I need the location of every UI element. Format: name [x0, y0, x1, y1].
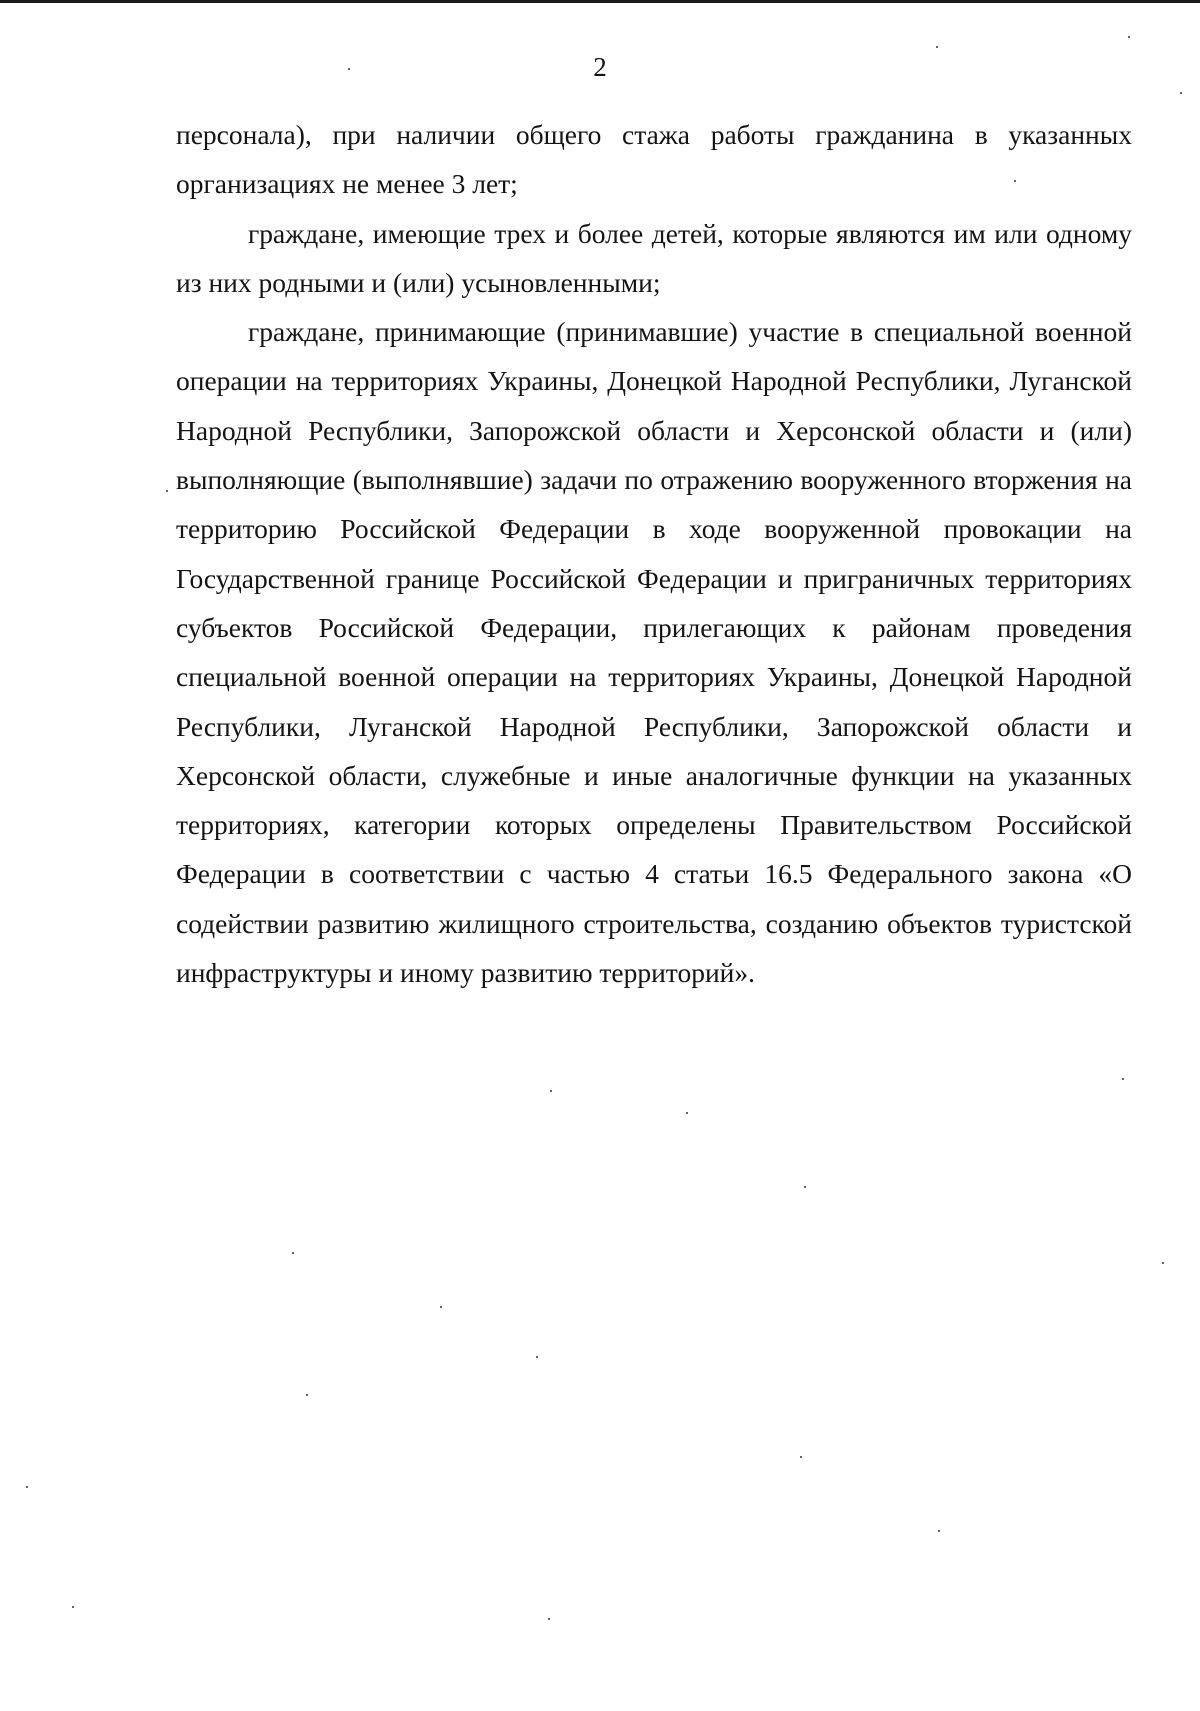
scan-speck: [550, 1090, 552, 1092]
paragraph-large-families: граждане, имеющие трех и более детей, которые являются им или одному из них родными и (или) усыновленными;: [176, 217, 1132, 298]
page-number: 2: [593, 52, 607, 82]
scan-speck: [1162, 1262, 1164, 1264]
scan-speck: [686, 1112, 688, 1114]
scan-speck: [440, 1306, 442, 1308]
paragraph-military-operation-participants: граждане, принимающие (принимавшие) участие в специальной военной операции на территориях Украины, Донецкой Народной Республики, Луганской Народной Республики, Запорожской области и Херсонской области и (или) выполняющие (выполнявшие) задачи по отражению вооруженного вторжения на территорию Российской Федерации в ходе вооруженной провокации на Государственной границе Российской Федерации и приграничных территориях субъектов Российской Федерации, прилегающих к районам проведения специальной военной операции на территориях Украины, Донецкой Народной Республики, Луганской Народной Республики, Запорожской области и Херсонской области, служебные и иные аналогичные функции на указанных территориях, категории которых определены Правительством Российской Федерации в соответствии с частью 4 статьи 16.5 Федерального закона «О содействии развитию жилищного строительства, созданию объектов туристской инфраструктуры и иному развитию территорий».: [176, 316, 1132, 989]
scan-speck: [348, 68, 350, 70]
scan-speck: [166, 490, 168, 492]
scan-speck: [548, 1618, 550, 1620]
scan-speck: [26, 1486, 28, 1488]
scan-speck: [306, 1394, 308, 1396]
scan-speck: [1180, 92, 1182, 94]
document-body: [176, 110, 1132, 997]
paragraph-continuation: персонала), при наличии общего стажа работы гражданина в указанных организациях не менее 3 лет;: [176, 119, 1132, 200]
scan-speck: [536, 1356, 538, 1358]
scan-top-border: [0, 0, 1200, 3]
scan-speck: [800, 1456, 802, 1458]
scan-speck: [1014, 180, 1016, 182]
scan-speck: [1122, 1078, 1124, 1080]
scan-speck: [292, 1252, 294, 1254]
scan-speck: [936, 46, 938, 48]
scan-speck: [72, 1606, 74, 1608]
scan-speck: [938, 1530, 940, 1532]
scan-speck: [804, 1186, 806, 1188]
scan-speck: [1128, 36, 1130, 38]
